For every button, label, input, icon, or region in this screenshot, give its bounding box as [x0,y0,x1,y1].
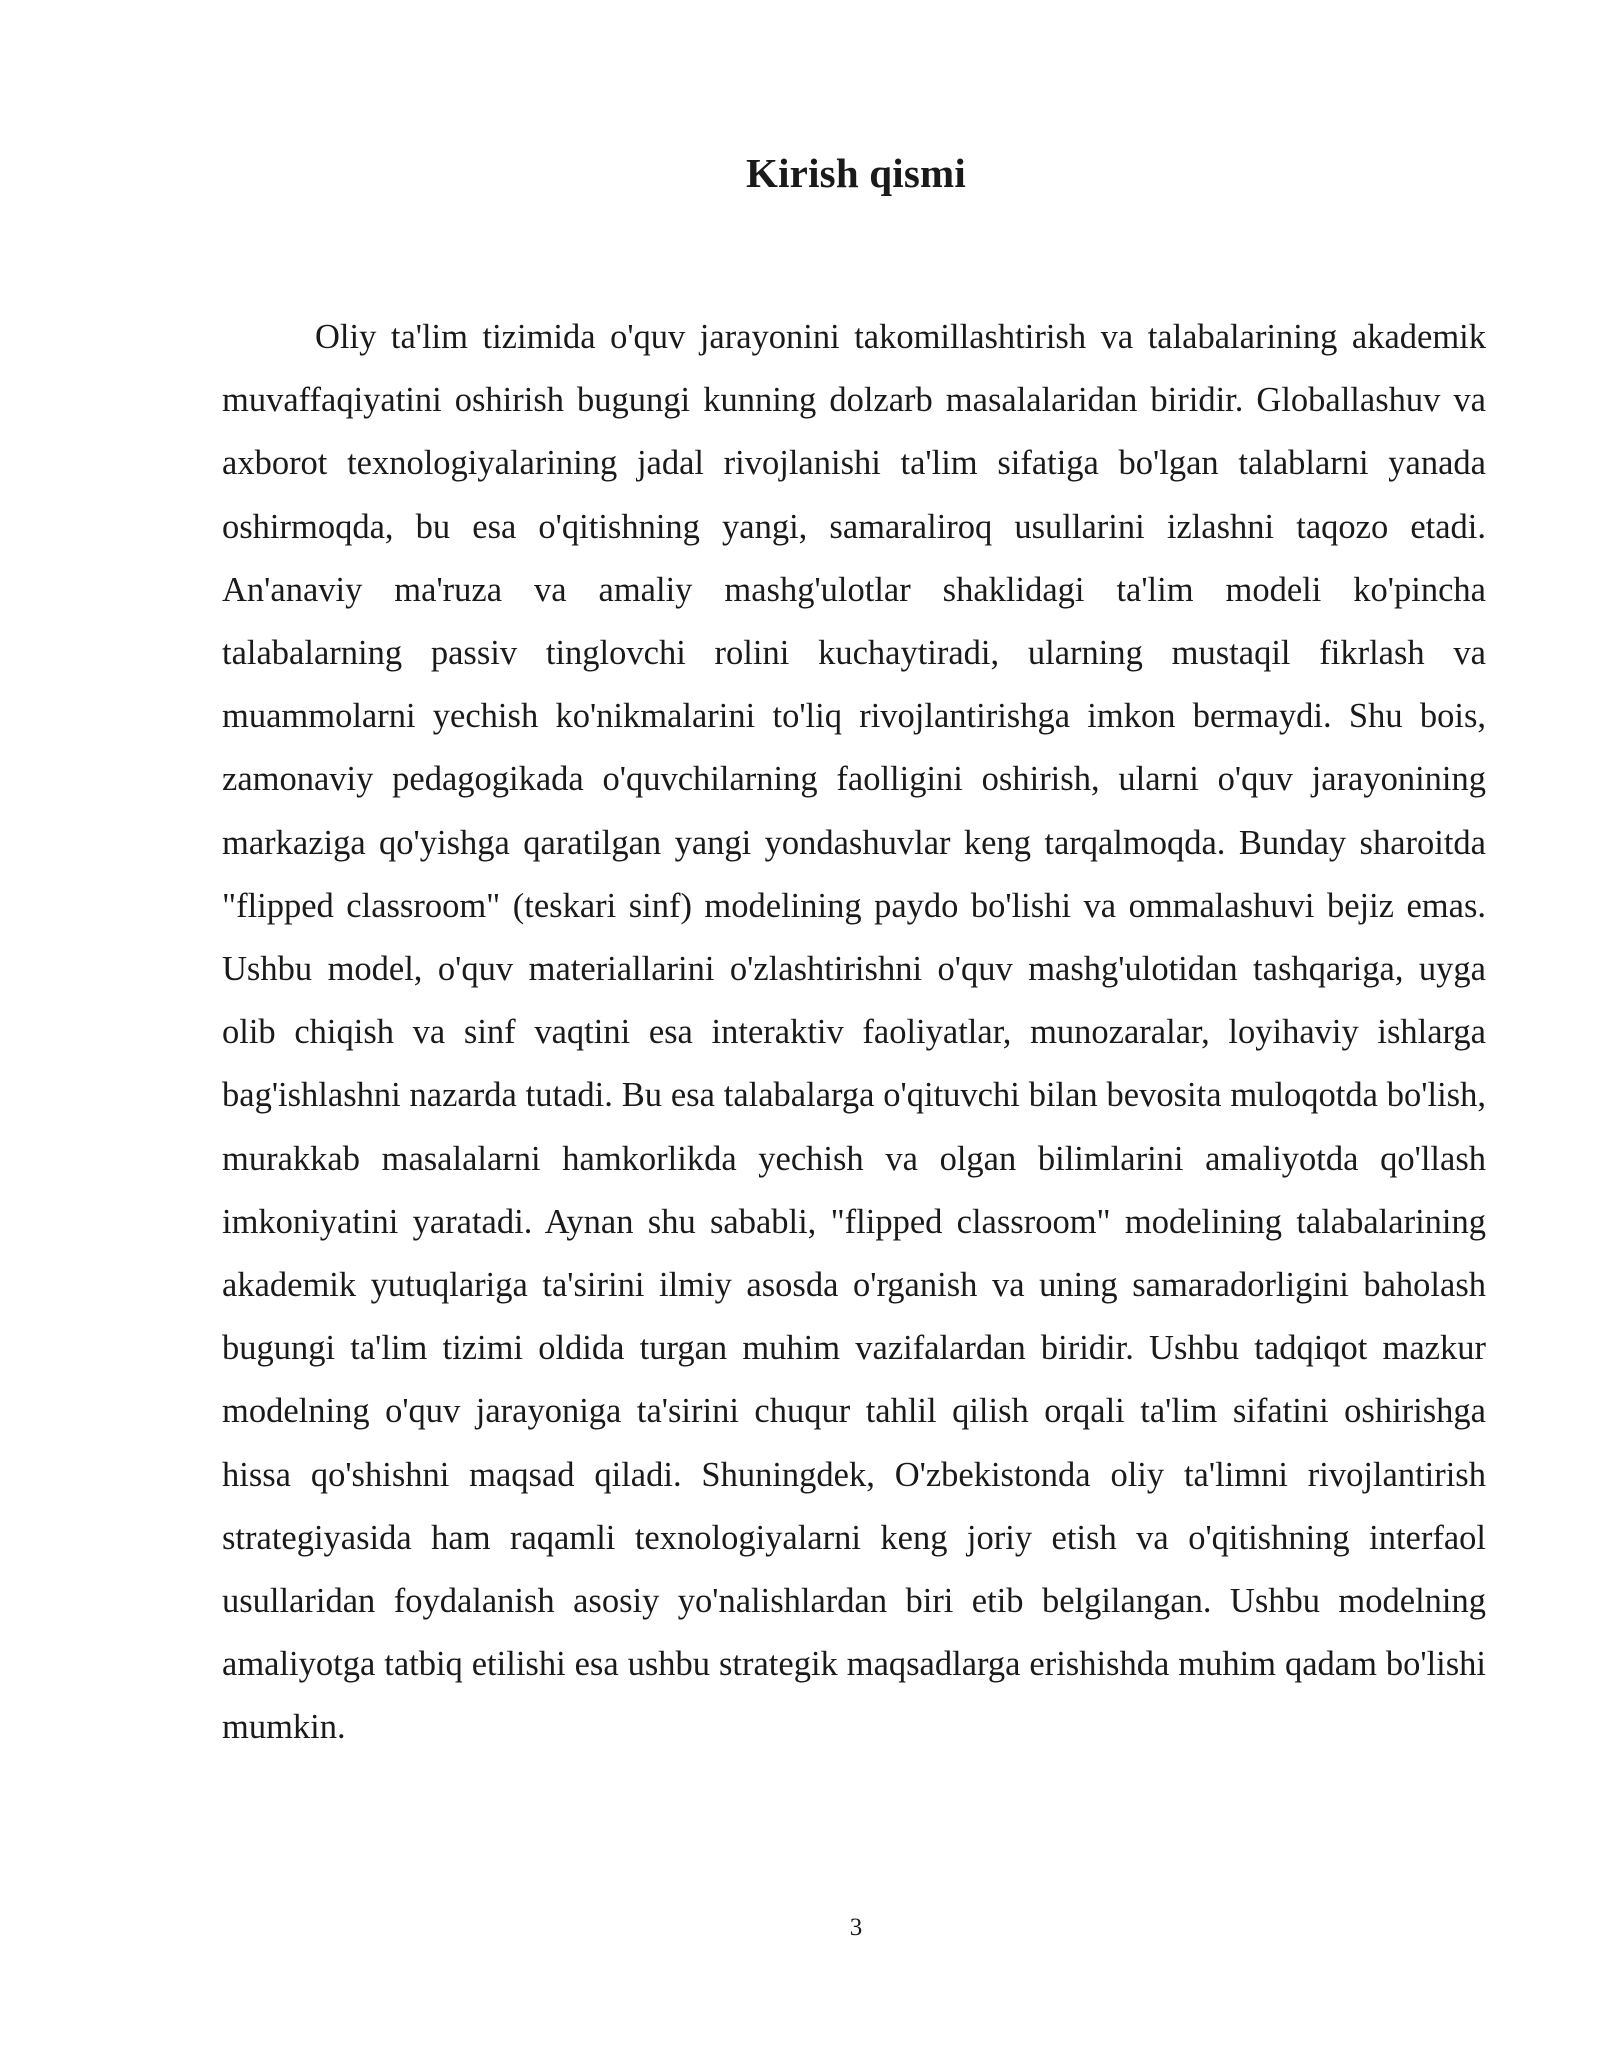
page-number: 3 [849,1914,863,1941]
section-title: Kirish qismi [746,150,966,196]
body-paragraph: Oliy ta'lim tizimida o'quv jarayonini takomillashtirish va talabalarining akademik muvaffaqiyatini oshirish bugungi kunning dolzarb masalalaridan biridir. Globallashuv va axborot texnologiyalarining jadal rivojlanishi ta'lim sifatiga bo'lgan talablarni yanada oshirmoqda, bu esa o'qitishning yangi, samaraliroq usullarini izlashni taqozo etadi. An'anaviy ma'ruza va amaliy mashg'ulotlar shaklidagi ta'lim modeli ko'pincha talabalarning passiv tinglovchi rolini kuchaytiradi, ularning mustaqil fikrlash va muammolarni yechish ko'nikmalarini to'liq rivojlantirishga imkon bermaydi. Shu bois, zamonaviy pedagogikada o'quvchilarning faolligini oshirish, ularni o'quv jarayonining markaziga qo'yishga qaratilgan yangi yondashuvlar keng tarqalmoqda. Bunday sharoitda "flipped classroom" (teskari sinf) modelining paydo bo'lishi va ommalashuvi bejiz emas. Ushbu model, o'quv materiallarini o'zlashtirishni o'quv mashg'ulotidan tashqariga, uyga olib chiqish va sinf vaqtini esa interaktiv faoliyatlar, munozaralar, loyihaviy ishlarga bag'ishlashni nazarda tutadi. Bu esa talabalarga o'qituvchi bilan bevosita muloqotda bo'lish, murakkab masalalarni hamkorlikda yechish va olgan bilimlarini amaliyotda qo'llash imkoniyatini yaratadi. Aynan shu sababli, "flipped classroom" modelining talabalarining akademik yutuqlariga ta'sirini ilmiy asosda o'rganish va uning samaradorligini baholash bugungi ta'lim tizimi oldida turgan muhim vazifalardan biridir. Ushbu tadqiqot mazkur modelning o'quv jarayoniga ta'sirini chuqur tahlil qilish orqali ta'lim sifatini oshirishga hissa qo'shishni maqsad qiladi. Shuningdek, O'zbekistonda oliy ta'limni rivojlantirish strategiyasida ham raqamli texnologiyalarni keng joriy etish va o'qitishning interfaol usullaridan foydalanish asosiy yo'nalishlardan biri etib belgilangan. Ushbu modelning amaliyotga tatbiq etilishi esa ushbu strategik maqsadlarga erishishda muhim qadam bo'lishi mumkin. [222,318,1486,1747]
